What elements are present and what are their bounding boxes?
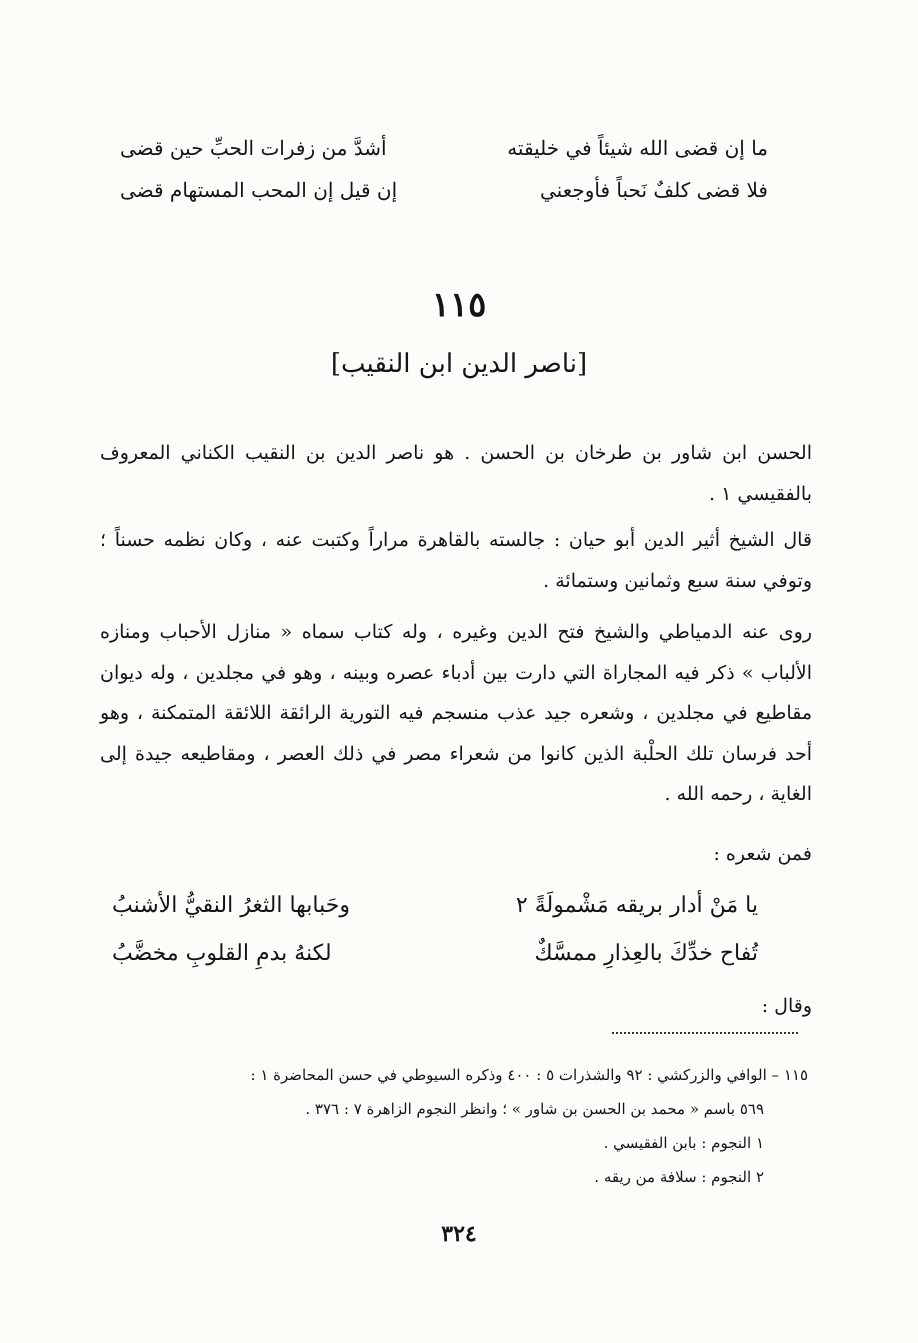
footnote-2: ٢ النجوم : سلافة من ريقه . bbox=[594, 1168, 764, 1186]
entry-number: ١١٥ bbox=[431, 285, 487, 325]
footnote-divider bbox=[612, 1032, 798, 1034]
poem-intro: فمن شعره : bbox=[713, 843, 812, 865]
poem-hemistich-second: وحَبابها الثغرُ النقيُّ الأشنبُ bbox=[112, 893, 350, 918]
poem-hemistich-first: تُفاح خدِّكَ بالعِذارِ ممسَّكٌ bbox=[534, 941, 758, 966]
verse-hemistich-first: ما إن قضى الله شيئاً في خليقته bbox=[507, 136, 768, 160]
poem-line-1 bbox=[112, 884, 758, 928]
verse-line-1 bbox=[120, 128, 768, 168]
footnote-source-line-2: ٥٦٩ باسم « محمد بن الحسن بن شاور » ؛ وانظر النجوم الزاهرة ٧ : ٣٧٦ . bbox=[305, 1100, 764, 1118]
footnote-source-line-1: ١١٥ – الوافي والزركشي : ٩٢ والشذرات ٥ : ٤٠٠ وذكره السيوطي في حسن المحاضرة ١ : bbox=[250, 1066, 808, 1084]
verse-hemistich-second: إن قيل إن المحب المستهام قضى bbox=[120, 178, 398, 202]
poem-hemistich-first: يا مَنْ أدار بريقه مَشْمولَةً ٢ bbox=[515, 893, 758, 918]
page-number: ٣٢٤ bbox=[441, 1221, 477, 1247]
paragraph-1: الحسن ابن شاور بن طرخان بن الحسن . هو ناصر الدين بن النقيب الكناني المعروف بالفقيسي ١ . bbox=[100, 442, 812, 505]
verse-hemistich-second: أشدَّ من زفرات الحبِّ حين قضى bbox=[120, 136, 387, 160]
poem-line-2 bbox=[112, 932, 758, 976]
entry-title: [ناصر الدين ابن النقيب] bbox=[330, 349, 588, 379]
footnote-1: ١ النجوم : بابن الفقيسي . bbox=[603, 1134, 764, 1152]
after-poem-text: وقال : bbox=[761, 995, 812, 1017]
verse-hemistich-first: فلا قضى كلفٌ نَحباً فأوجعني bbox=[540, 178, 768, 202]
paragraph-2: قال الشيخ أثير الدين أبو حيان : جالسته بالقاهرة مراراً وكتبت عنه ، وكان نظمه حسناً ؛ وتوفي سنة سبع وثمانين وستمائة . bbox=[100, 529, 812, 592]
verse-line-2 bbox=[120, 170, 768, 210]
paragraph-3: روى عنه الدمياطي والشيخ فتح الدين وغيره ، وله كتاب سماه « منازل الأحباب ومنازه الألباب » ذكر فيه المجاراة التي دارت بين أدباء عصره وبينه ، وهو في مجلدين ، وله ديوان مقاطيع في مجلدين ، وشعره جيد عذب منسجم فيه التورية الرائقة اللائقة المتمكنة ، وهو أحد فرسان تلك الحلْبة الذين كانوا من شعراء مصر في ذلك العصر ، ومقاطيعه جيدة إلى الغاية ، رحمه الله . bbox=[100, 621, 812, 806]
poem-hemistich-second: لكنهُ بدمِ القلوبِ مخضَّبُ bbox=[112, 941, 332, 966]
